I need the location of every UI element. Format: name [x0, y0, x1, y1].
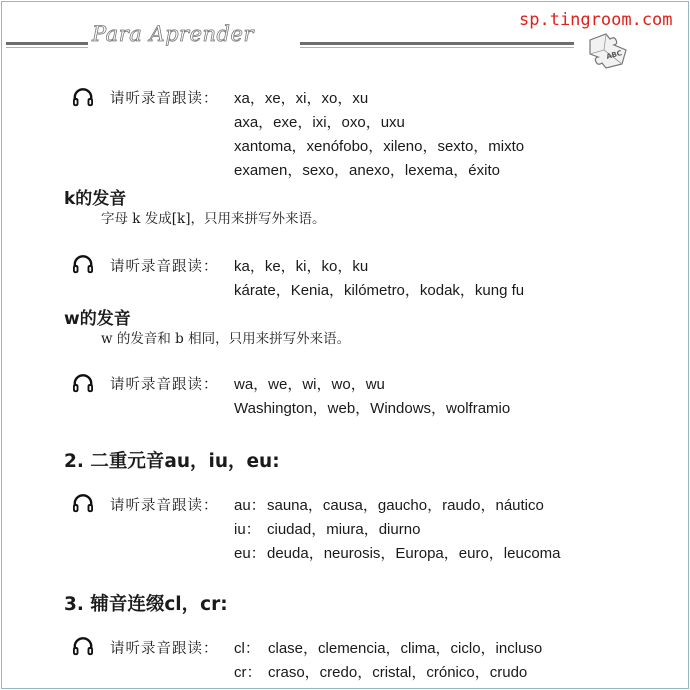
cluster-words: clase，clemencia，clima，ciclo，incluso — [268, 640, 543, 657]
x-line-4: examen，sexo，anexo，lexema，éxito — [234, 162, 500, 179]
k-section-title: k的发音 — [64, 189, 127, 209]
w-line-2: Washington，web，Windows，wolframio — [234, 400, 511, 417]
x-line-1: xa，xe，xi，xo，xu — [234, 90, 369, 107]
diphthong-label: iu： — [234, 521, 261, 538]
header-title-script: Para Aprender — [92, 22, 254, 46]
headphones-icon[interactable] — [72, 255, 94, 275]
k-line-2: kárate，Kenia，kilómetro，kodak，kung fu — [234, 282, 525, 299]
diphthong-words: deuda，neurosis，Europa，euro，leucoma — [267, 545, 561, 562]
headphones-icon[interactable] — [72, 494, 94, 514]
k-section-desc: 字母 k 发成[k]，只用来拼写外来语。 — [101, 211, 326, 227]
cluster-label: cr： — [234, 664, 262, 681]
x-line-2: axa，exe，ixi，oxo，uxu — [234, 114, 405, 131]
puzzle-logo-icon — [586, 30, 630, 70]
header-rule-left — [6, 42, 88, 45]
cluster-row-cr — [234, 664, 527, 682]
diphthong-label: eu： — [234, 545, 266, 562]
section-2-title: 2. 二重元音au，iu，eu: — [64, 451, 280, 472]
section-3-title: 3. 辅音连缀cl，cr: — [64, 594, 228, 615]
diphthong-words: ciudad，miura，diurno — [267, 521, 421, 538]
headphones-icon[interactable] — [72, 374, 94, 394]
headphones-icon[interactable] — [72, 637, 94, 657]
diphthong-row-au — [234, 497, 544, 515]
cluster-row-cl — [234, 640, 542, 658]
listen-prompt: 请听录音跟读： — [110, 377, 219, 393]
listen-prompt: 请听录音跟读： — [110, 91, 219, 107]
listen-prompt: 请听录音跟读： — [110, 641, 219, 657]
cluster-words: craso，credo，cristal，crónico，crudo — [268, 664, 528, 681]
headphones-icon[interactable] — [72, 88, 94, 108]
x-line-3: xantoma，xenófobo，xileno，sexto，mixto — [234, 138, 525, 155]
site-url[interactable]: sp.tingroom.com — [519, 10, 673, 30]
k-line-1: ka，ke，ki，ko，ku — [234, 258, 369, 275]
diphthong-row-eu — [234, 545, 561, 563]
diphthong-words: sauna，causa，gaucho，raudo，náutico — [267, 497, 544, 514]
w-section-desc: w 的发音和 b 相同，只用来拼写外来语。 — [101, 331, 351, 347]
listen-prompt: 请听录音跟读： — [110, 259, 219, 275]
cluster-label: cl： — [234, 640, 260, 657]
w-section-title: w的发音 — [64, 309, 131, 329]
diphthong-label: au： — [234, 497, 266, 514]
header-rule-right — [300, 42, 574, 45]
logo-text: ABC — [605, 49, 623, 61]
w-line-1: wa，we，wi，wo，wu — [234, 376, 385, 393]
listen-prompt: 请听录音跟读： — [110, 498, 219, 514]
diphthong-row-iu — [234, 521, 420, 539]
